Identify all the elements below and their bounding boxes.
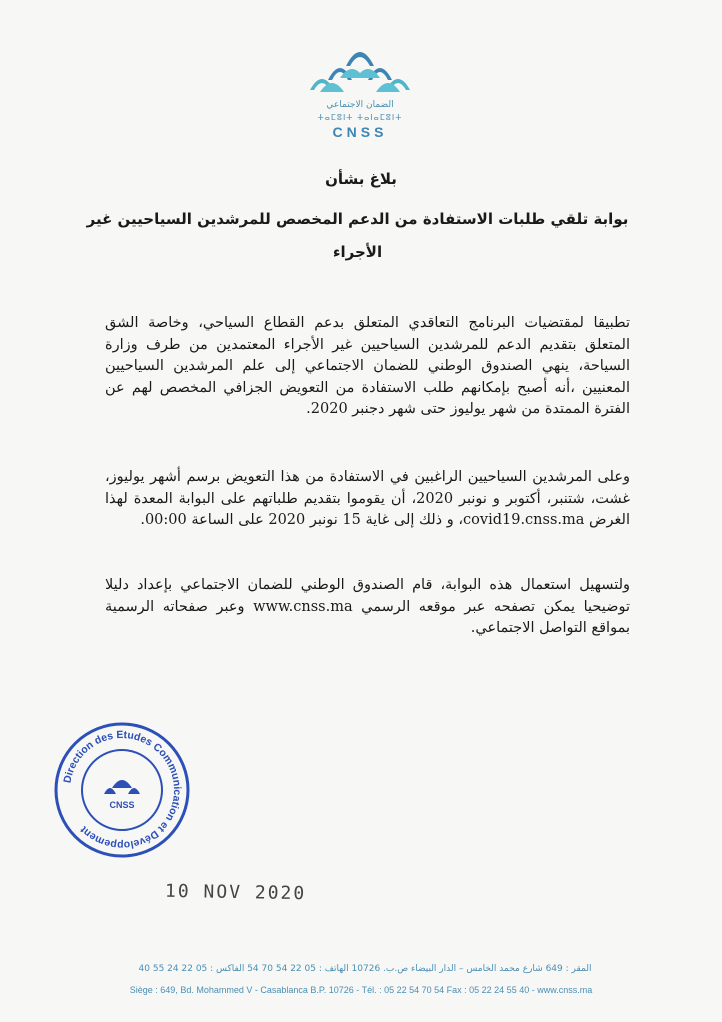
cnss-logo	[300, 30, 420, 140]
document-title: بلاغ بشأن	[325, 170, 397, 188]
paragraph-3: ولتسهيل استعمال هذه البوابة، قام الصندوق الوطني للضمان الاجتماعي بإعداد دليلا توضيحيا يمكن تصفحه عبر موقعه الرسمي www.cnss.ma وعبر صفحاته الرسمية بمواقع التواصل الاجتماعي.	[105, 577, 630, 636]
stamp-ring-text: Direction des Etudes Communication et Développement	[61, 728, 184, 852]
logo-tifinagh-name: ⵜⴰⵎⵓⵏⵜ ⵜⴰⵏⴰⵎⵓⵏⵜ	[317, 113, 403, 122]
stamp-inner-ring	[82, 750, 162, 830]
document-subtitle: بوابة تلقي طلبات الاستفادة من الدعم المخصص للمرشدين السياحيين غير الأجراء	[86, 210, 629, 261]
logo-arches-icon	[300, 30, 420, 100]
stamp-outer-ring	[56, 724, 188, 856]
date-stamp: 10 NOV 2020	[164, 880, 307, 905]
stamp-logo-icon	[104, 780, 140, 794]
footer-arabic: المقر : 649 شارع محمد الخامس – الدار البيضاء ص.ب. 10726 الهاتف : 05 22 54 70 54 الفاكس : 05 22 24 55 40	[138, 964, 592, 974]
footer-french: Siège : 649, Bd. Mohammed V - Casablanca B.P. 10726 - Tél. : 05 22 54 70 54 Fax : 05 22 24 55 40 - www.cnss.ma	[129, 985, 593, 995]
paragraph-1: تطبيقا لمقتضيات البرنامج التعاقدي المتعلق بدعم القطاع السياحي، وخاصة الشق المتعلق بتقديم الدعم للمرشدين السياحيين غير الأجراء المعتمدين من طرف وزارة السياحة، ينهي الصندوق الوطني للضمان الاجتماعي إلى علم المرشدين السياحيين المعنيين ،أنه أصبح بإمكانهم طلب الاستفادة من التعويض الجزافي المخصص لهم عن الفترة الممتدة من شهر يوليوز حتى شهر دجنبر 2020.	[105, 315, 630, 417]
logo-arabic-name: الضمان الاجتماعي	[326, 100, 394, 110]
paragraph-2: وعلى المرشدين السياحيين الراغبين في الاستفادة من هذا التعويض برسم أشهر يوليوز، غشت، شتنبر، أكتوبر و نونبر 2020، أن يقوموا بتقديم طلباتهم على البوابة المعدة لهذا الغرض covid19.cnss.ma، و ذلك إلى غاية 15 نونبر 2020 على الساعة 00:00.	[105, 469, 630, 528]
logo-acronym: CNSS	[332, 124, 388, 140]
stamp-center-text: CNSS	[109, 800, 135, 810]
official-stamp	[52, 720, 192, 860]
